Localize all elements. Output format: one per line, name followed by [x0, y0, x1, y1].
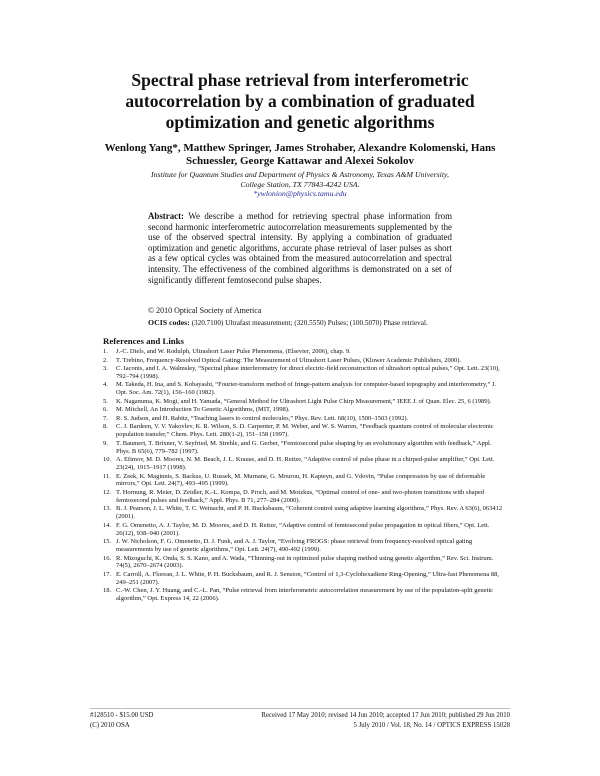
reference-item	[103, 538, 503, 554]
author-list: Wenlong Yang*, Matthew Springer, James Strohaber, Alexandre Kolomenski, Hans Schuessler, George Kattawar and Alexei Sokolov	[104, 142, 496, 167]
reference-item	[103, 571, 503, 587]
reference-list	[103, 348, 503, 604]
paper-title: Spectral phase retrieval from interferometric autocorrelation by a combination of graduated optimization and genetic algorithms	[125, 70, 475, 132]
reference-number: 8.	[103, 423, 108, 431]
reference-item	[103, 348, 503, 356]
reference-number: 10.	[103, 456, 112, 464]
reference-number: 5.	[103, 397, 108, 405]
reference-item	[103, 555, 503, 571]
reference-number: 15.	[103, 538, 112, 546]
reference-item	[103, 505, 503, 521]
reference-item	[103, 381, 503, 397]
reference-item	[103, 398, 503, 406]
reference-text: J. W. Nicholson, F. G. Omenetto, D. J. Funk, and A. J. Taylor, “Evolving FROGS: phase retrieval from frequency-resolved optical gating measurements by use of genetic algorithms,” Opt. Lett. 24(7), 490-492 (1999).	[116, 538, 473, 554]
footer-divider	[90, 708, 510, 709]
reference-text: A. Efimov, M. D. Moores, N. M. Beach, J. L. Krause, and D. H. Reitze, “Adaptive control of pulse phase in a chirped-pulse amplifier,” Opt. Lett. 23(24), 1915–1917 (1998).	[116, 456, 495, 472]
reference-text: C. Iaconis, and I. A. Walmsley, “Spectral phase interferometry for direct electric-field reconstruction of ultrashort optical pulses,” Opt. Lett. 23(10), 792–794 (1998).	[116, 365, 500, 380]
reference-text: K. Naganuma, K. Mogi, and H. Yamada, “General Method for Ultrashort Light Pulse Chirp Measurement,” IEEE J. of Quan. Elec. 25, 6 (1989).	[116, 397, 492, 405]
reference-number: 9.	[103, 439, 108, 447]
footer-price: #128510 - $15.00 USD	[90, 712, 154, 719]
reference-item	[103, 406, 503, 414]
affiliation-line-1: Institute for Quantum Studies and Department of Physics & Astronomy, Texas A&M University,	[151, 170, 449, 179]
reference-item	[103, 522, 503, 538]
abstract-text: We describe a method for retrieving spectral phase information from second harmonic interferometric autocorrelation measurements supplemented by the use of the observed spectral intensity. By applying a combination of graduated optimization and genetic algorithms, accurate phase retrieval of laser pulses as short as a few optical cycles was obtained from the measured autocorrelation and spectral intensity. The effectiveness of the combined algorithms is demonstrated on a set of significantly different femtosecond pulse shapes.	[148, 211, 452, 285]
abstract	[148, 211, 452, 285]
affiliation	[130, 170, 470, 199]
reference-number: 13.	[103, 505, 112, 513]
reference-text: C.-W. Chen, J. Y. Huang, and C.-L. Pan, “Pulse retrieval from interferometric autocorrelation measurement by use of the population-split genetic algorithm,” Opt. Express 14, 22 (2006).	[116, 587, 494, 603]
footer-dates: Received 17 May 2010; revised 14 Jun 2010; accepted 17 Jun 2010; published 29 Jun 2010	[261, 712, 510, 719]
reference-text: M. Takeda, H. Ina, and S. Kobayashi, “Fourier-transform method of fringe-pattern analysis for computer-based topography and interferometry,” J. Opt. Soc. Am. 72(1), 156–160 (1982).	[116, 381, 497, 397]
reference-number: 16.	[103, 554, 112, 562]
copyright-notice: © 2010 Optical Society of America	[148, 306, 262, 315]
reference-text: B. J. Pearson, J. L. White, T. C. Weinacht, and P. H. Bucksbaum, “Coherent control using adaptive learning algorithms,” Phys. Rev. A 63(6), 063412 (2001).	[116, 505, 503, 521]
reference-text: C. J. Bardeen, V. V. Yakovlev, K. R. Wilson, S. D. Carpenter, P. M. Weber, and W. S. Warren, “Feedback quantum control of molecular electronic population transfer,” Chem. Phys. Lett. 280(1-2), 151–158 (1997).	[116, 423, 494, 439]
reference-number: 1.	[103, 348, 108, 355]
reference-number: 7.	[103, 414, 108, 422]
ocis-codes	[148, 318, 468, 328]
reference-text: T. Trebino, Frequency-Resolved Optical Gating: The Measurement of Ultrashort Laser Pulses, (Kluwer Academic Publishers, 2000).	[116, 356, 462, 364]
reference-number: 4.	[103, 381, 108, 389]
reference-item	[103, 489, 503, 505]
reference-number: 12.	[103, 488, 112, 496]
reference-item	[103, 415, 503, 423]
reference-text: R. Mizoguchi, K. Onda, S. S. Kano, and A. Wada, “Thinning-out in optimized pulse shaping method using genetic algorithm,” Rev. Sci. Instrum. 74(5), 2670–2674 (2003).	[116, 554, 494, 570]
reference-number: 6.	[103, 406, 108, 414]
reference-text: R. S. Judson, and H. Rabitz, “Teaching lasers to control molecules,” Phys. Rev. Lett. 68(10), 1500–1503 (1992).	[116, 414, 409, 422]
reference-text: M. Mitchell, An Introduction To Genetic Algorithms, (MIT, 1998).	[116, 406, 290, 414]
reference-item	[103, 440, 503, 456]
reference-item	[103, 456, 503, 472]
author-email[interactable]: *ywlonion@physics.tamu.edu	[253, 189, 347, 198]
reference-text: T. Baumert, T. Brixner, V. Seyfried, M. Strehle, and G. Gerber, “Femtosecond pulse shaping by an evolutionary algorithm with feedback,” Appl. Phys. B 65(6), 779–782 (1997).	[116, 439, 492, 455]
reference-number: 11.	[103, 472, 111, 480]
reference-item	[103, 357, 503, 365]
ocis-label: OCIS codes:	[148, 318, 190, 327]
reference-text: E. Zeek, K. Maginnis, S. Backus, U. Russek, M. Murnane, G. Mourou, H. Kapteyn, and G. Vdovin, “Pulse compression by use of deformable mirrors,” Opt. Lett. 24(7), 493–495 (1999).	[116, 472, 486, 488]
references-heading: References and Links	[103, 336, 184, 346]
reference-number: 17.	[103, 570, 112, 578]
reference-text: F. G. Omenetto, A. J. Taylor, M. D. Moores, and D. H. Reitze, “Adaptive control of femtosecond pulse propagation in optical fibers,” Opt. Lett. 26(12), 938–940 (2001).	[116, 521, 490, 537]
reference-item	[103, 473, 503, 489]
reference-item	[103, 365, 503, 381]
abstract-label: Abstract:	[148, 211, 184, 221]
reference-item	[103, 587, 503, 603]
footer-citation: 5 July 2010 / Vol. 18, No. 14 / OPTICS EXPRESS 15028	[353, 722, 510, 729]
reference-text: E. Carroll, A. Florean, J. L. White, P. H. Bucksbaum, and R. J. Sension, “Control of 1,3-Cyclohexadiene Ring-Opening,” Ultra-fast Phenomena 88, 249–251 (2007).	[116, 570, 499, 586]
footer-copyright: (C) 2010 OSA	[90, 722, 130, 729]
affiliation-line-2: College Station, TX 77843-4242 USA.	[240, 179, 360, 189]
reference-number: 3.	[103, 365, 108, 372]
reference-number: 2.	[103, 356, 108, 364]
reference-text: T. Hornung, R. Meier, D. Zeidler, K.-L. Kompa, D. Proch, and M. Motzkus, “Optimal control of one- and two-photon transitions with shaped femtosecond pulses and feedback,” Appl. Phys. B 71, 277–284 (2000).	[116, 488, 484, 504]
reference-number: 14.	[103, 521, 112, 529]
reference-text: J.-C. Diels, and W. Rodulph, Ultrashort Laser Pulse Phenomena, (Elsevier, 2006), chap. 9.	[116, 348, 351, 355]
ocis-text: (320.7100) Ultrafast measurement; (320.5550) Pulses; (100.5070) Phase retrieval.	[191, 319, 428, 327]
reference-number: 18.	[103, 587, 112, 595]
reference-item	[103, 423, 503, 439]
